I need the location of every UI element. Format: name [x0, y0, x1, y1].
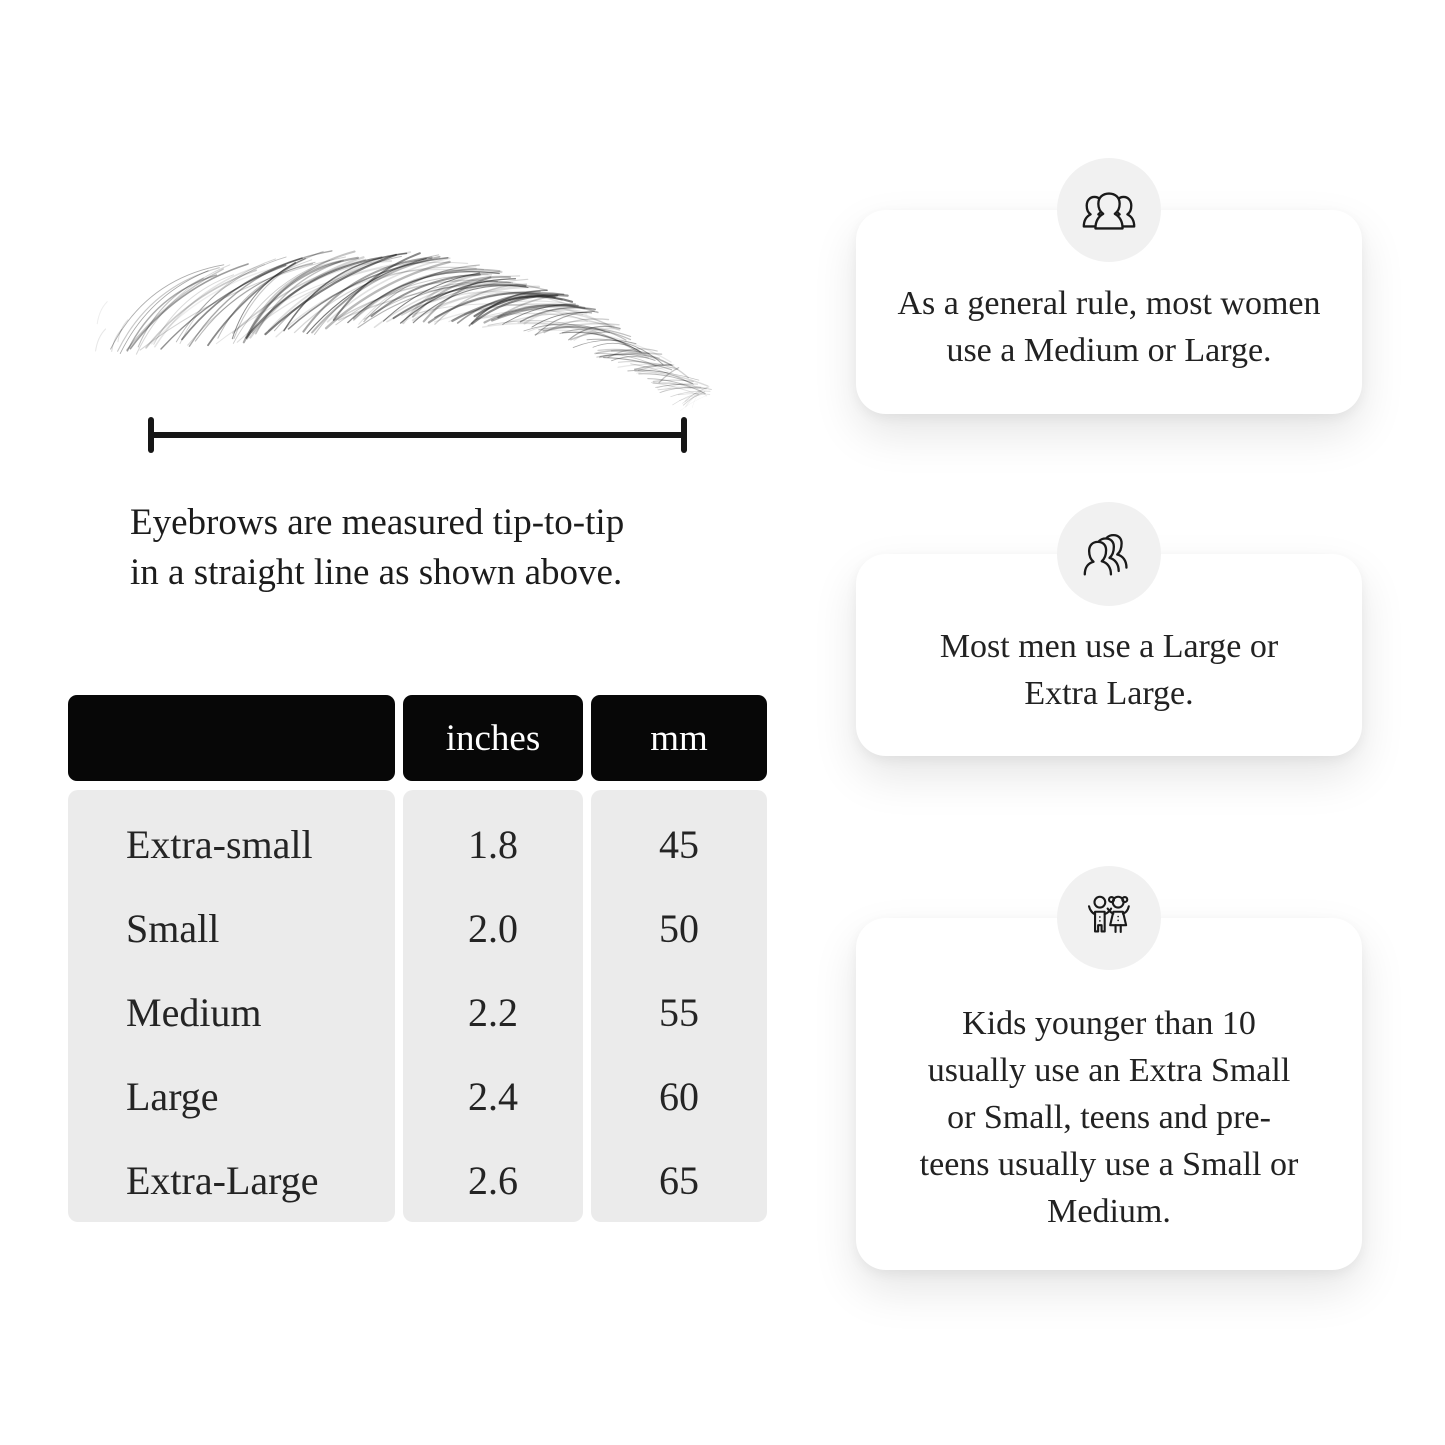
info-card-women-text: As a general rule, most women use a Medium or Large. — [897, 285, 1321, 369]
measurement-caption — [130, 498, 624, 598]
info-card-kids-text: Kids younger than 10 usually use an Extra Small or Small, teens and pre-teens usually use a Small or Medium. — [919, 1004, 1299, 1230]
table-column-inches — [403, 790, 583, 1222]
table-header-inches: inches — [403, 695, 583, 781]
size-label-extra-large: Extra-Large — [126, 1157, 319, 1203]
caption-line-1: Eyebrows are measured tip-to-tip — [130, 502, 625, 543]
eyebrow-illustration — [0, 0, 760, 470]
measurement-line — [151, 420, 684, 450]
table-column-mm — [591, 790, 767, 1222]
info-card-men-text: Most men use a Large or Extra Large. — [939, 628, 1279, 712]
mm-value: 60 — [659, 1073, 699, 1119]
size-label-large: Large — [126, 1073, 219, 1119]
info-card-kids — [856, 918, 1362, 1270]
info-card-women — [856, 210, 1362, 414]
size-label-medium: Medium — [126, 989, 262, 1035]
table-column-size-labels — [68, 790, 395, 1222]
mm-value: 50 — [659, 905, 699, 951]
inches-value: 2.4 — [468, 1073, 518, 1119]
table-header-mm: mm — [591, 695, 767, 781]
mm-value: 65 — [659, 1157, 699, 1203]
inches-value: 2.6 — [468, 1157, 518, 1203]
mm-value: 45 — [659, 821, 699, 867]
women-group-icon — [1057, 158, 1161, 262]
inches-value: 2.2 — [468, 989, 518, 1035]
info-card-men — [856, 554, 1362, 756]
table-header-size-column — [68, 695, 395, 781]
mm-value: 55 — [659, 989, 699, 1035]
kids-icon — [1057, 866, 1161, 970]
caption-line-2: in a straight line as shown above. — [130, 552, 623, 593]
size-label-small: Small — [126, 905, 220, 951]
size-label-extra-small: Extra-small — [126, 821, 313, 867]
inches-value: 2.0 — [468, 905, 518, 951]
inches-value: 1.8 — [468, 821, 518, 867]
men-group-icon — [1057, 502, 1161, 606]
